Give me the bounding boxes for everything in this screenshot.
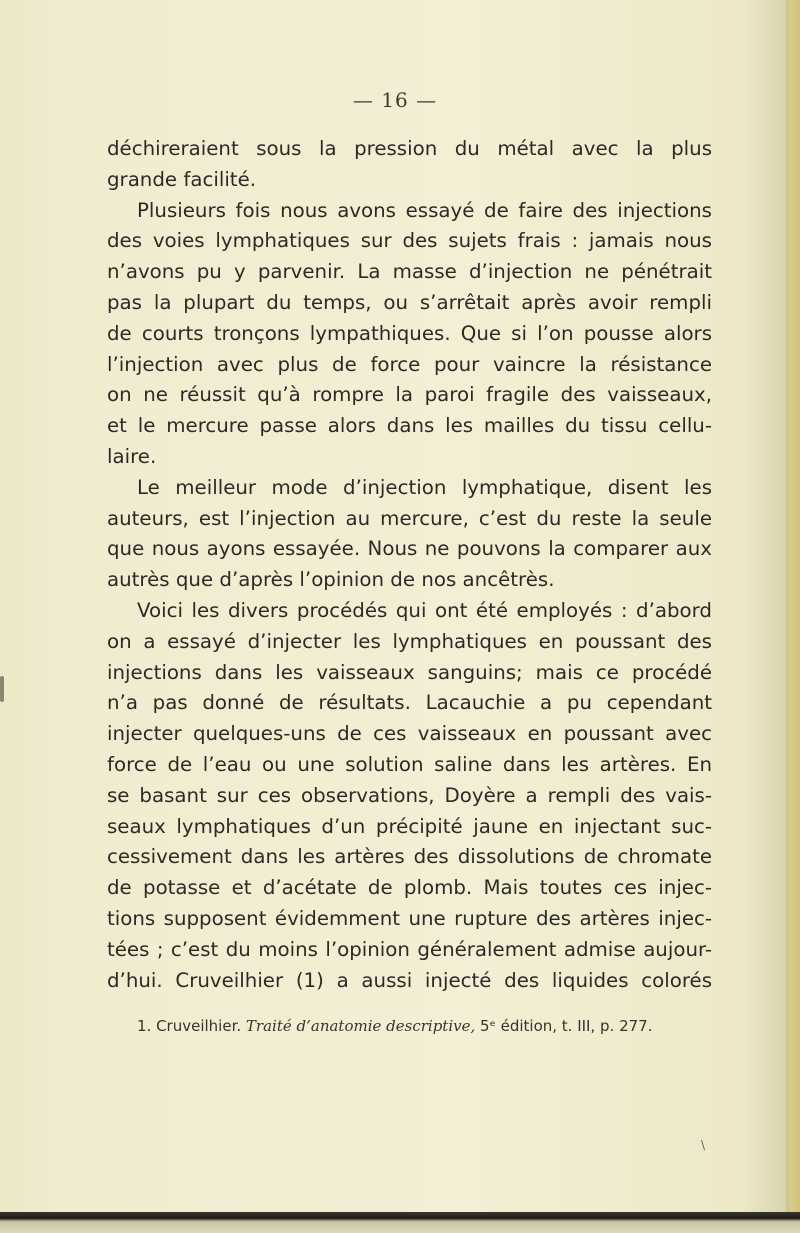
text-line: n’a pas donné de résultats. Lacauchie a pu cependant <box>107 691 712 715</box>
footnote-title: Traité d’anatomie descriptive, <box>245 1017 476 1035</box>
text-line: de courts tronçons lympathiques. Que si l’on pousse alors <box>107 321 712 345</box>
text-line: et le mercure passe alors dans les mailles du tissu cellu- <box>107 414 712 438</box>
text-line: Le meilleur mode d’injection lymphatique, disent les <box>137 475 712 499</box>
text-line: des voies lymphatiques sur des sujets frais : jamais nous <box>107 229 712 253</box>
text-line: que nous ayons essayée. Nous ne pouvons la comparer aux <box>107 537 712 561</box>
page-bottom-edge <box>0 1212 800 1233</box>
edge-blot <box>0 676 4 702</box>
text-line: l’injection avec plus de force pour vaincre la résistance <box>107 352 712 376</box>
text-line: Plusieurs fois nous avons essayé de faire des injections <box>137 198 712 222</box>
stray-mark: \ <box>701 1138 706 1152</box>
footnote-lead: 1. Cruveilhier. <box>137 1017 242 1035</box>
text-line: se basant sur ces observations, Doyère a rempli des vais- <box>107 783 712 807</box>
text-line: laire. <box>107 444 157 468</box>
text-line: force de l’eau ou une solution saline dans les artères. En <box>107 752 712 776</box>
text-line: injections dans les vaisseaux sanguins; mais ce procédé <box>107 660 712 684</box>
text-line: pas la plupart du temps, ou s’arrêtait après avoir rempli <box>107 290 712 314</box>
text-line: déchireraient sous la pression du métal avec la plus <box>107 137 712 160</box>
footnote <box>137 1017 652 1035</box>
footnote-details: 5ᵉ édition, t. III, p. 277. <box>480 1017 653 1035</box>
body-text <box>107 134 712 996</box>
text-line: n’avons pu y parvenir. La masse d’injection ne pénétrait <box>107 260 712 284</box>
text-line: grande facilité. <box>107 167 257 191</box>
text-line: d’hui. Cruveilhier (1) a aussi injecté des liquides colorés <box>107 968 712 992</box>
text-line: injecter quelques-uns de ces vaisseaux en poussant avec <box>107 722 712 746</box>
page-number: — 16 — <box>352 88 438 112</box>
text-line: seaux lymphatiques d’un précipité jaune en injectant suc- <box>107 814 712 838</box>
text-line: on a essayé d’injecter les lymphatiques en poussant des <box>107 629 712 653</box>
text-line: autrès que d’après l’opinion de nos ancêtrès. <box>107 568 555 592</box>
text-line: tées ; c’est du moins l’opinion généralement admise aujour- <box>107 937 712 961</box>
text-line: cessivement dans les artères des dissolutions de chromate <box>107 845 712 869</box>
text-line: de potasse et d’acétate de plomb. Mais toutes ces injec- <box>107 876 712 900</box>
text-line: on ne réussit qu’à rompre la paroi fragile des vaisseaux, <box>107 383 712 407</box>
page-right-edge <box>786 0 800 1216</box>
text-line: tions supposent évidemment une rupture des artères injec- <box>107 906 712 930</box>
text-line: Voici les divers procédés qui ont été employés : d’abord <box>137 598 712 622</box>
text-line: auteurs, est l’injection au mercure, c’est du reste la seule <box>107 506 712 530</box>
